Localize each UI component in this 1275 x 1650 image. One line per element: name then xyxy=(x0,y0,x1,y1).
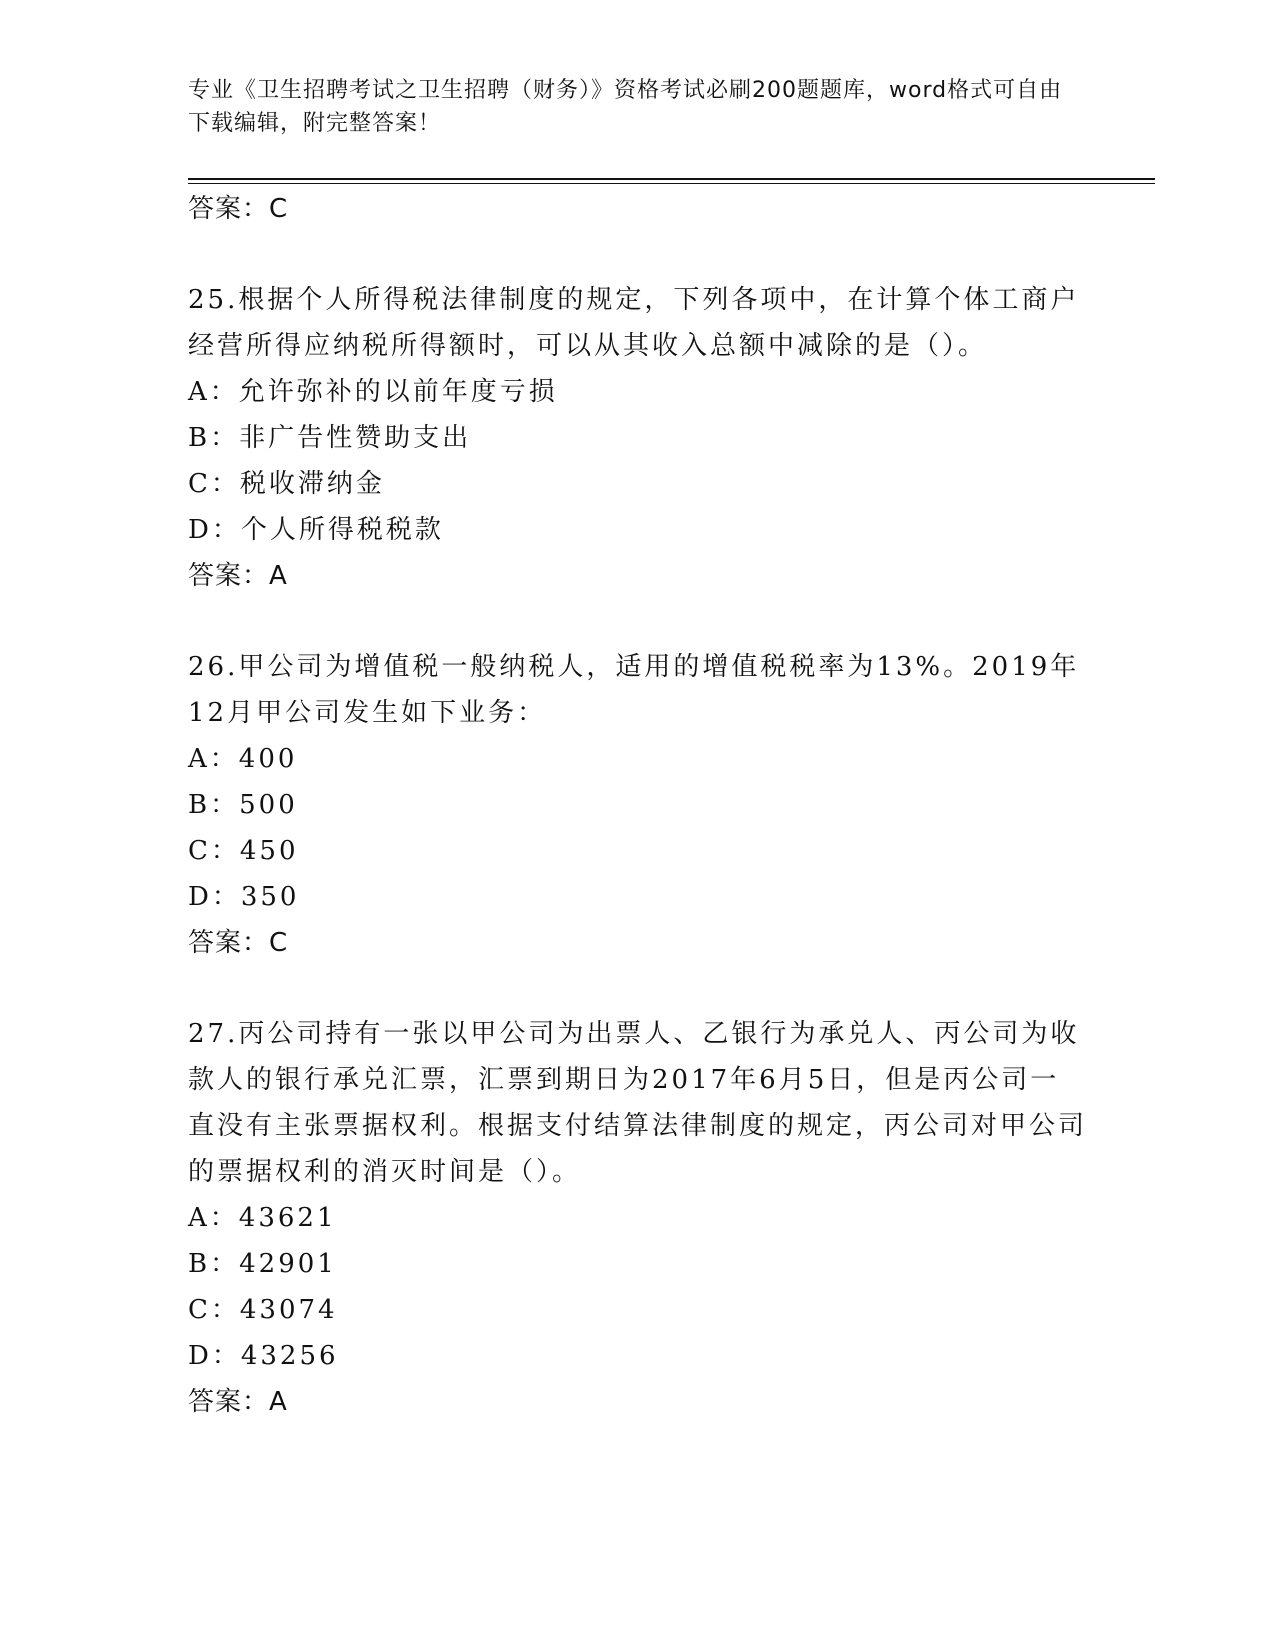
question-block xyxy=(188,277,1088,599)
option-b: B：非广告性赞助支出 xyxy=(188,423,472,453)
option-a: A：400 xyxy=(188,744,298,774)
spacer xyxy=(188,599,1088,644)
document-body xyxy=(188,186,1088,1425)
option-d: D：43256 xyxy=(188,1341,339,1371)
option-a: A：允许弥补的以前年度亏损 xyxy=(188,377,558,407)
question-text: 26.甲公司为增值税一般纳税人，适用的增值税税率为13%。2019年12月甲公司发生如下业务： xyxy=(188,652,1080,728)
option-c: C：税收滞纳金 xyxy=(188,469,385,499)
option-b: B：42901 xyxy=(188,1249,337,1279)
option-c: C：450 xyxy=(188,836,299,866)
spacer xyxy=(188,232,1088,277)
answer-line: 答案：A xyxy=(188,561,288,591)
spacer xyxy=(188,966,1088,1011)
option-a: A：43621 xyxy=(188,1203,337,1233)
question-block xyxy=(188,1011,1088,1425)
option-d: D：350 xyxy=(188,882,300,912)
header-divider-thin xyxy=(188,183,1155,184)
answer-line: 答案：C xyxy=(188,928,289,958)
option-c: C：43074 xyxy=(188,1295,338,1325)
answer-line: 答案：C xyxy=(188,194,289,224)
header-divider xyxy=(188,178,1155,180)
option-b: B：500 xyxy=(188,790,298,820)
option-d: D：个人所得税税款 xyxy=(188,515,444,545)
question-text: 27.丙公司持有一张以甲公司为出票人、乙银行为承兑人、丙公司为收款人的银行承兑汇票，汇票到期日为2017年6月5日，但是丙公司一直没有主张票据权利。根据支付结算法律制度的规定，丙公司对甲公司的票据权利的消灭时间是（）。 xyxy=(188,1019,1088,1187)
document-header: 专业《卫生招聘考试之卫生招聘（财务）》资格考试必刷200题题库，word格式可自由下载编辑，附完整答案！ xyxy=(188,78,1063,136)
answer-line: 答案：A xyxy=(188,1387,288,1417)
question-text: 25.根据个人所得税法律制度的规定，下列各项中，在计算个体工商户经营所得应纳税所得额时，可以从其收入总额中减除的是（）。 xyxy=(188,285,1080,361)
question-block xyxy=(188,644,1088,966)
